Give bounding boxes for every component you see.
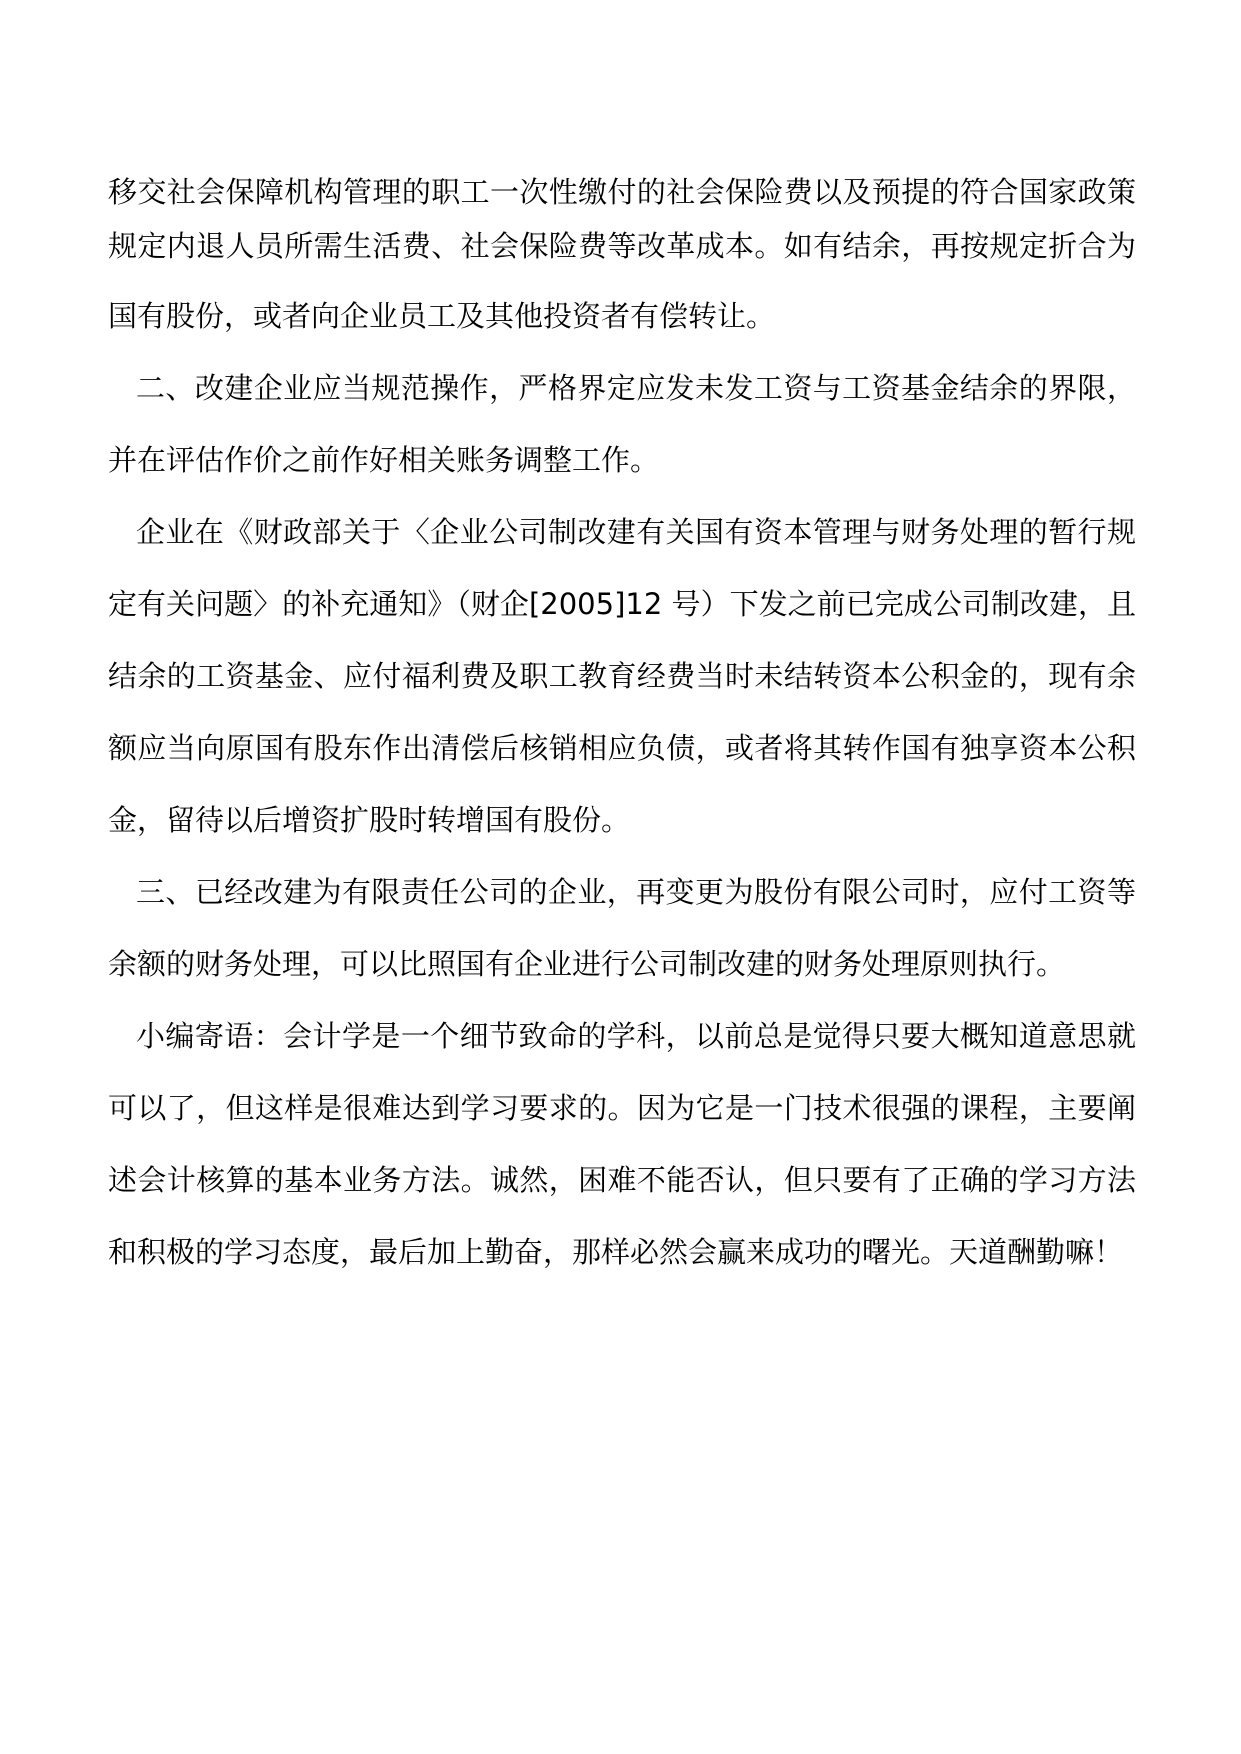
paragraph-1-line-3: 国有股份，或者向企业员工及其他投资者有偿转让。 <box>108 299 776 333</box>
paragraph-3-line-3: 结余的工资基金、应付福利费及职工教育经费当时未结转资本公积金的，现有余 <box>108 659 1136 693</box>
paragraph-2-line-1: 二、改建企业应当规范操作，严格界定应发未发工资与工资基金结余的界限， <box>136 371 1136 405</box>
paragraph-5-line-3: 述会计核算的基本业务方法。诚然，困难不能否认，但只要有了正确的学习方法 <box>108 1163 1136 1197</box>
paragraph-3-line-1: 企业在《财政部关于〈企业公司制改建有关国有资本管理与财务处理的暂行规 <box>136 515 1136 549</box>
paragraph-4-line-1: 三、已经改建为有限责任公司的企业，再变更为股份有限公司时，应付工资等 <box>136 875 1136 909</box>
paragraph-2-line-2: 并在评估作价之前作好相关账务调整工作。 <box>108 443 660 477</box>
paragraph-3-line-5: 金，留待以后增资扩股时转增国有股份。 <box>108 803 631 837</box>
paragraph-1-line-1: 移交社会保障机构管理的职工一次性缴付的社会保险费以及预提的符合国家政策 <box>108 175 1136 209</box>
paragraph-3-line-2: 定有关问题〉的补充通知》（财企[2005]12 号）下发之前已完成公司制改建，且 <box>108 587 1136 621</box>
paragraph-1-line-2: 规定内退人员所需生活费、社会保险费等改革成本。如有结余，再按规定折合为 <box>108 229 1136 263</box>
paragraph-5-line-1: 小编寄语：会计学是一个细节致命的学科，以前总是觉得只要大概知道意思就 <box>136 1019 1136 1053</box>
paragraph-4-line-2: 余额的财务处理，可以比照国有企业进行公司制改建的财务处理原则执行。 <box>108 947 1066 981</box>
paragraph-5-line-2: 可以了，但这样是很难达到学习要求的。因为它是一门技术很强的课程，主要阐 <box>108 1091 1136 1125</box>
paragraph-3-line-4: 额应当向原国有股东作出清偿后核销相应负债，或者将其转作国有独享资本公积 <box>108 731 1136 765</box>
paragraph-5-line-4: 和积极的学习态度，最后加上勤奋，那样必然会赢来成功的曙光。天道酬勤嘛！ <box>108 1235 1124 1269</box>
